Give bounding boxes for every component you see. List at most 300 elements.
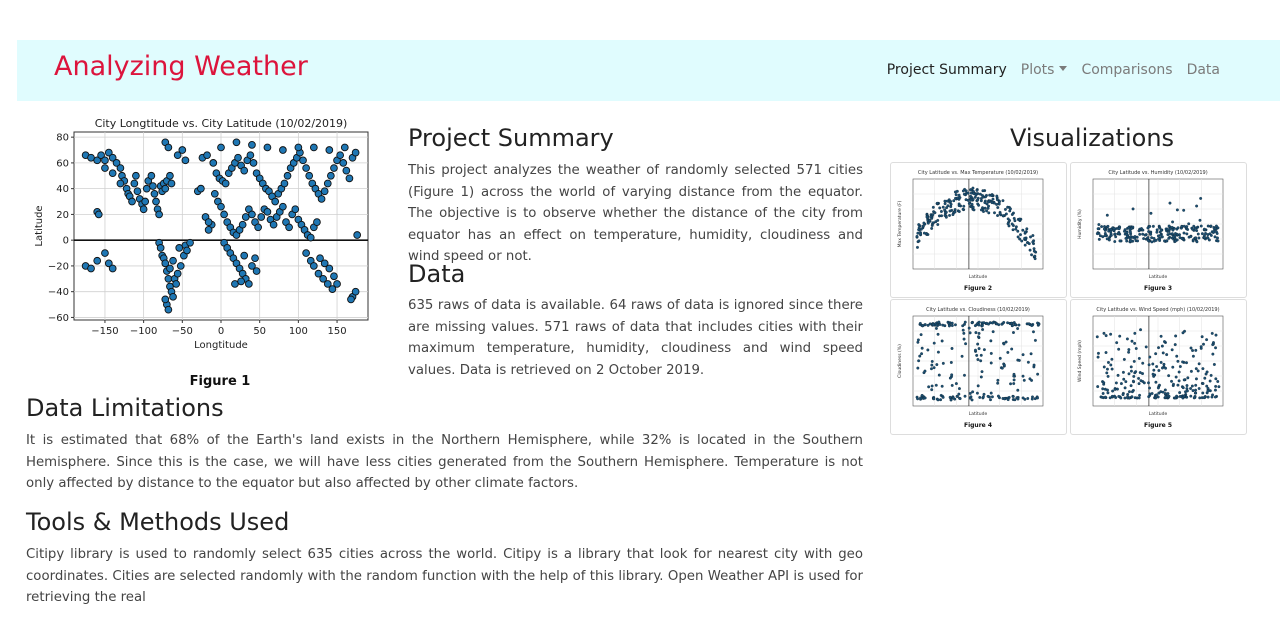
thumbnail-point xyxy=(984,207,987,210)
navbar xyxy=(17,40,1280,101)
thumbnail-point xyxy=(1113,227,1116,230)
thumbnail-caption: Figure 5 xyxy=(1143,422,1173,429)
thumbnail-point xyxy=(934,211,937,214)
thumbnail-point xyxy=(917,339,920,342)
scatter-point xyxy=(318,196,325,203)
thumbnail-point xyxy=(932,222,935,225)
thumbnail-point xyxy=(1024,244,1027,247)
scatter-point xyxy=(284,172,291,179)
thumbnail-chart xyxy=(891,300,1066,434)
thumbnail-point xyxy=(954,211,957,214)
scatter-point xyxy=(150,183,157,190)
thumbnail-point xyxy=(982,396,985,399)
thumbnail-point xyxy=(1164,389,1167,392)
thumbnail-point xyxy=(921,394,924,397)
thumbnail-point xyxy=(1101,396,1104,399)
thumbnail-point xyxy=(996,214,999,217)
thumbnail-point xyxy=(999,357,1002,360)
thumbnail-caption: Figure 4 xyxy=(963,422,993,429)
thumbnail-point xyxy=(963,332,966,335)
thumbnail-point xyxy=(996,198,999,201)
thumbnail-point xyxy=(1139,328,1142,331)
scatter-point xyxy=(182,157,189,164)
thumbnail-point xyxy=(1128,390,1131,393)
thumbnail-point xyxy=(1138,233,1141,236)
thumbnail-point xyxy=(1097,352,1100,355)
thumbnail-point xyxy=(944,202,947,205)
thumbnail-point xyxy=(1194,227,1197,230)
thumbnail-point xyxy=(1172,383,1175,386)
scatter-point xyxy=(343,167,350,174)
thumbnail-point xyxy=(1117,348,1120,351)
thumbnail-point xyxy=(967,192,970,195)
thumbnail-point xyxy=(1132,375,1135,378)
thumbnail-point xyxy=(1034,397,1037,400)
thumbnail-point xyxy=(1032,241,1035,244)
nav-item-plots-dropdown[interactable] xyxy=(1014,62,1075,78)
x-tick-label: −50 xyxy=(171,326,193,337)
thumbnail-point xyxy=(1126,235,1129,238)
thumbnail-point xyxy=(923,232,926,235)
thumbnail-point xyxy=(922,225,925,228)
thumbnail-point xyxy=(931,360,934,363)
thumbnail-point xyxy=(917,341,920,344)
thumbnail-point xyxy=(958,387,961,390)
thumbnail-point xyxy=(1181,237,1184,240)
thumbnail-point xyxy=(941,324,944,327)
thumbnail-point xyxy=(987,395,990,398)
scatter-point xyxy=(264,144,271,151)
scatter-point xyxy=(239,221,246,228)
brand-title[interactable]: Analyzing Weather xyxy=(54,51,308,82)
thumbnail-point xyxy=(1204,232,1207,235)
thumbnail-point xyxy=(938,321,941,324)
thumbnail-point xyxy=(949,205,952,208)
thumbnail-point xyxy=(1164,396,1167,399)
thumbnail-point xyxy=(1202,382,1205,385)
thumbnail-point xyxy=(1018,324,1021,327)
thumbnail-point xyxy=(945,216,948,219)
thumbnail-point xyxy=(968,202,971,205)
thumbnail-point xyxy=(1111,390,1114,393)
chart-title: City Longtitude vs. City Latitude (10/02/2019) xyxy=(94,117,348,130)
thumbnail-point xyxy=(1124,397,1127,400)
thumbnail-point xyxy=(1171,366,1174,369)
thumbnail-point xyxy=(978,324,981,327)
scatter-point xyxy=(321,188,328,195)
thumbnail-point xyxy=(1195,205,1198,208)
thumbnail-point xyxy=(1169,233,1172,236)
thumbnail-point xyxy=(1032,330,1035,333)
thumbnail-point xyxy=(1029,378,1032,381)
thumbnail-point xyxy=(1096,385,1099,388)
scatter-point xyxy=(331,165,338,172)
thumbnail-point xyxy=(976,199,979,202)
thumbnail-point xyxy=(939,398,942,401)
scatter-point xyxy=(341,144,348,151)
thumbnail-point xyxy=(1172,235,1175,238)
thumbnail-point xyxy=(1160,335,1163,338)
thumbnail-point xyxy=(1163,240,1166,243)
thumbnail-point xyxy=(1172,229,1175,232)
thumbnail-point xyxy=(1155,394,1158,397)
thumbnail-point xyxy=(1198,237,1201,240)
thumbnail-figure-2[interactable] xyxy=(890,162,1067,298)
thumbnail-point xyxy=(1114,235,1117,238)
thumbnail-point xyxy=(1183,395,1186,398)
thumbnail-point xyxy=(1187,222,1190,225)
thumbnail-point xyxy=(1191,228,1194,231)
thumbnail-point xyxy=(948,214,951,217)
thumbnail-point xyxy=(942,396,945,399)
thumbnail-y-label: Wind Speed (mph) xyxy=(1078,340,1083,382)
thumbnail-point xyxy=(950,374,953,377)
nav-item-plots-label: Plots xyxy=(1020,62,1055,78)
thumbnail-point xyxy=(931,385,934,388)
thumbnail-point xyxy=(1022,375,1025,378)
thumbnail-point xyxy=(916,235,919,238)
thumbnail-point xyxy=(1111,358,1114,361)
thumbnail-chart xyxy=(891,163,1066,297)
thumbnail-point xyxy=(1152,225,1155,228)
thumbnail-point xyxy=(986,203,989,206)
thumbnail-point xyxy=(924,397,927,400)
thumbnail-point xyxy=(1126,338,1129,341)
thumbnail-point xyxy=(1138,397,1141,400)
thumbnail-point xyxy=(962,205,965,208)
thumbnail-point xyxy=(951,322,954,325)
scatter-point xyxy=(252,255,259,262)
thumbnail-point xyxy=(1026,228,1029,231)
thumbnail-point xyxy=(932,324,935,327)
thumbnail-title: City Latitude vs. Humidity (10/02/2019) xyxy=(1108,170,1208,176)
thumbnail-point xyxy=(1125,240,1128,243)
thumbnail-point xyxy=(1007,218,1010,221)
scatter-point xyxy=(334,281,341,288)
thumbnail-point xyxy=(1156,231,1159,234)
thumbnail-point xyxy=(1155,381,1158,384)
thumbnail-point xyxy=(1000,323,1003,326)
thumbnail-point xyxy=(1216,237,1219,240)
thumbnail-point xyxy=(1104,388,1107,391)
thumbnail-point xyxy=(949,200,952,203)
scatter-point xyxy=(162,296,169,303)
thumbnail-point xyxy=(1217,240,1220,243)
thumbnail-point xyxy=(1216,232,1219,235)
thumbnail-point xyxy=(1153,237,1156,240)
thumbnail-point xyxy=(1003,364,1006,367)
thumbnail-point xyxy=(970,396,973,399)
scatter-point xyxy=(346,175,353,182)
thumbnail-point xyxy=(941,385,944,388)
thumbnail-point xyxy=(1184,390,1187,393)
thumbnail-point xyxy=(981,328,984,331)
thumbnail-point xyxy=(1020,240,1023,243)
thumbnail-point xyxy=(962,208,965,211)
thumbnail-y-label: Cloudiness (%) xyxy=(898,344,903,378)
thumbnail-point xyxy=(952,199,955,202)
thumbnail-point xyxy=(1187,377,1190,380)
thumbnail-figure-3[interactable] xyxy=(1070,162,1247,298)
thumbnail-point xyxy=(1102,381,1105,384)
thumbnail-point xyxy=(936,363,939,366)
thumbnail-point xyxy=(1180,225,1183,228)
thumbnail-point xyxy=(1175,395,1178,398)
thumbnail-point xyxy=(1183,232,1186,235)
thumbnail-point xyxy=(1203,228,1206,231)
thumbnail-point xyxy=(949,210,952,213)
thumbnail-point xyxy=(1018,218,1021,221)
thumbnail-point xyxy=(1189,395,1192,398)
x-tick-label: −150 xyxy=(91,326,119,337)
thumbnail-point xyxy=(1131,340,1134,343)
thumbnail-figure-4[interactable] xyxy=(890,299,1067,435)
thumbnail-point xyxy=(1166,228,1169,231)
thumbnail-point xyxy=(1013,379,1016,382)
thumbnail-point xyxy=(1005,213,1008,216)
thumbnail-point xyxy=(977,335,980,338)
thumbnail-point xyxy=(1148,393,1151,396)
thumbnail-point xyxy=(1002,214,1005,217)
scatter-point xyxy=(88,265,95,272)
thumbnail-point xyxy=(1114,396,1117,399)
thumbnail-point xyxy=(1022,353,1025,356)
thumbnail-point xyxy=(930,388,933,391)
thumbnail-point xyxy=(1136,240,1139,243)
thumbnail-point xyxy=(1137,377,1140,380)
thumbnail-point xyxy=(1107,375,1110,378)
thumbnail-point xyxy=(1033,247,1036,250)
thumbnail-point xyxy=(1155,365,1158,368)
nav-menu xyxy=(880,62,1227,78)
thumbnail-point xyxy=(930,227,933,230)
scatter-point xyxy=(95,211,102,218)
scatter-point xyxy=(310,263,317,270)
thumbnail-point xyxy=(987,207,990,210)
thumbnail-point xyxy=(1103,366,1106,369)
scatter-point xyxy=(352,149,359,156)
thumbnail-x-label: Latitude xyxy=(1148,275,1168,280)
thumbnail-point xyxy=(1179,395,1182,398)
thumbnail-point xyxy=(1150,212,1153,215)
thumbnail-title: City Latitude vs. Cloudiness (10/02/2019) xyxy=(926,307,1030,313)
thumbnail-point xyxy=(1130,227,1133,230)
thumbnail-point xyxy=(1029,249,1032,252)
thumbnail-point xyxy=(1151,392,1154,395)
thumbnail-point xyxy=(1122,371,1125,374)
thumbnail-point xyxy=(1177,384,1180,387)
thumbnail-point xyxy=(1001,367,1004,370)
thumbnail-point xyxy=(1214,236,1217,239)
thumbnail-point xyxy=(959,397,962,400)
thumbnail-point xyxy=(1100,225,1103,228)
thumbnail-point xyxy=(917,223,920,226)
thumbnail-point xyxy=(993,202,996,205)
thumbnail-caption: Figure 3 xyxy=(1143,285,1173,292)
scatter-point xyxy=(102,250,109,257)
scatter-point xyxy=(264,208,271,215)
scatter-point xyxy=(258,214,265,221)
thumbnail-point xyxy=(996,206,999,209)
thumbnail-point xyxy=(1141,362,1144,365)
y-tick-label: 20 xyxy=(56,209,69,221)
nav-item-data[interactable]: Data xyxy=(1186,62,1220,78)
thumbnail-point xyxy=(949,396,952,399)
thumbnail-point xyxy=(927,386,930,389)
scatter-point xyxy=(205,219,212,226)
thumbnail-point xyxy=(948,325,951,328)
thumbnail-point xyxy=(1177,360,1180,363)
thumbnail-point xyxy=(954,323,957,326)
thumbnail-point xyxy=(1026,397,1029,400)
thumbnail-point xyxy=(968,327,971,330)
scatter-point xyxy=(272,198,279,205)
thumbnail-point xyxy=(1009,382,1012,385)
scatter-point xyxy=(250,160,257,167)
thumbnail-point xyxy=(1168,225,1171,228)
thumbnail-point xyxy=(1209,380,1212,383)
x-tick-label: 50 xyxy=(253,326,267,337)
thumbnail-point xyxy=(1147,239,1150,242)
thumbnail-point xyxy=(958,210,961,213)
thumbnail-figure-5[interactable] xyxy=(1070,299,1247,435)
thumbnail-point xyxy=(942,206,945,209)
scatter-point xyxy=(179,147,186,154)
thumbnail-point xyxy=(1175,355,1178,358)
thumbnail-point xyxy=(1191,385,1194,388)
thumbnail-chart xyxy=(1071,163,1246,297)
data-text: 635 raws of data is available. 64 raws of data is ignored since there are missing values. 571 raws of data that includes cities with their maximum temperature, humidity, cloudiness and wind speed values. Data is retrieved on 2 October 2019. xyxy=(408,298,863,378)
thumbnail-point xyxy=(1170,380,1173,383)
nav-item-comparisons[interactable]: Comparisons xyxy=(1081,62,1173,78)
thumbnail-point xyxy=(1114,388,1117,391)
thumbnail-point xyxy=(991,395,994,398)
thumbnail-point xyxy=(1105,351,1108,354)
thumbnail-point xyxy=(1014,323,1017,326)
scatter-point xyxy=(156,211,163,218)
thumbnail-point xyxy=(1206,371,1209,374)
scatter-point xyxy=(176,244,183,251)
thumbnail-point xyxy=(1134,332,1137,335)
thumbnail-point xyxy=(1202,367,1205,370)
thumbnail-x-label: Latitude xyxy=(1148,412,1168,417)
thumbnail-point xyxy=(1177,226,1180,229)
scatter-point xyxy=(157,244,164,251)
scatter-point xyxy=(326,147,333,154)
thumbnail-point xyxy=(979,193,982,196)
tools-methods-text: Citipy library is used to randomly select 635 cities across the world. Citipy is a library that look for nearest city with geo coordinates. Cities are selected randomly with the random function with the help of this library. Open Weather API is used for retrieving the real xyxy=(26,547,863,605)
thumbnail-point xyxy=(970,199,973,202)
thumbnail-point xyxy=(1147,381,1150,384)
thumbnail-point xyxy=(1169,202,1172,205)
data-heading: Data xyxy=(408,260,466,288)
thumbnail-point xyxy=(1012,331,1015,334)
thumbnail-point xyxy=(1215,334,1218,337)
thumbnail-point xyxy=(1163,340,1166,343)
thumbnail-point xyxy=(1159,234,1162,237)
thumbnail-point xyxy=(1034,339,1037,342)
scatter-point xyxy=(142,198,149,205)
nav-item-project-summary[interactable]: Project Summary xyxy=(886,62,1007,78)
thumbnail-point xyxy=(1012,228,1015,231)
thumbnail-point xyxy=(1010,348,1013,351)
thumbnail-point xyxy=(1017,398,1020,401)
thumbnail-point xyxy=(1127,351,1130,354)
thumbnail-point xyxy=(1106,238,1109,241)
thumbnail-point xyxy=(1117,374,1120,377)
thumbnail-point xyxy=(949,377,952,380)
thumbnail-point xyxy=(1213,363,1216,366)
thumbnail-point xyxy=(917,359,920,362)
thumbnail-point xyxy=(1158,369,1161,372)
thumbnail-point xyxy=(1127,226,1130,229)
thumbnail-point xyxy=(1130,366,1133,369)
scatter-point xyxy=(238,278,245,285)
thumbnail-point xyxy=(1024,398,1027,401)
thumbnail-point xyxy=(1198,362,1201,365)
thumbnail-point xyxy=(981,324,984,327)
thumbnail-point xyxy=(1123,230,1126,233)
thumbnail-point xyxy=(962,190,965,193)
scatter-point xyxy=(235,154,242,161)
thumbnail-point xyxy=(951,347,954,350)
scatter-point xyxy=(170,257,177,264)
scatter-point xyxy=(295,144,302,151)
tools-methods-heading: Tools & Methods Used xyxy=(26,508,290,536)
scatter-point xyxy=(241,252,248,259)
thumbnail-point xyxy=(1204,377,1207,380)
scatter-point xyxy=(117,180,124,187)
scatter-point xyxy=(117,165,124,172)
thumbnail-point xyxy=(1194,392,1197,395)
thumbnail-point xyxy=(1158,392,1161,395)
scatter-point xyxy=(233,139,240,146)
thumbnail-point xyxy=(1178,233,1181,236)
thumbnail-point xyxy=(1198,387,1201,390)
scatter-point xyxy=(205,226,212,233)
thumbnail-point xyxy=(983,321,986,324)
scatter-point xyxy=(354,232,361,239)
thumbnail-point xyxy=(976,189,979,192)
thumbnail-point xyxy=(1185,361,1188,364)
thumbnail-point xyxy=(1205,338,1208,341)
thumbnail-point xyxy=(950,399,953,402)
thumbnail-point xyxy=(1098,238,1101,241)
thumbnail-point xyxy=(1165,353,1168,356)
thumbnail-point xyxy=(1160,229,1163,232)
thumbnail-point xyxy=(977,204,980,207)
thumbnail-point xyxy=(1194,349,1197,352)
y-tick-label: −60 xyxy=(47,312,69,324)
thumbnail-point xyxy=(1195,367,1198,370)
scatter-point xyxy=(153,198,160,205)
thumbnail-point xyxy=(1131,395,1134,398)
thumbnail-point xyxy=(1105,334,1108,337)
scatter-point xyxy=(286,224,293,231)
thumbnail-point xyxy=(917,367,920,370)
thumbnail-point xyxy=(1158,239,1161,242)
thumbnail-point xyxy=(1171,348,1174,351)
thumbnail-point xyxy=(917,232,920,235)
scatter-point xyxy=(348,296,355,303)
thumbnail-point xyxy=(1016,389,1019,392)
figure-1-caption: Figure 1 xyxy=(189,374,251,389)
thumbnail-point xyxy=(1103,225,1106,228)
thumbnail-point xyxy=(923,222,926,225)
thumbnail-point xyxy=(1154,352,1157,355)
scatter-point xyxy=(306,172,313,179)
thumbnail-point xyxy=(918,240,921,243)
